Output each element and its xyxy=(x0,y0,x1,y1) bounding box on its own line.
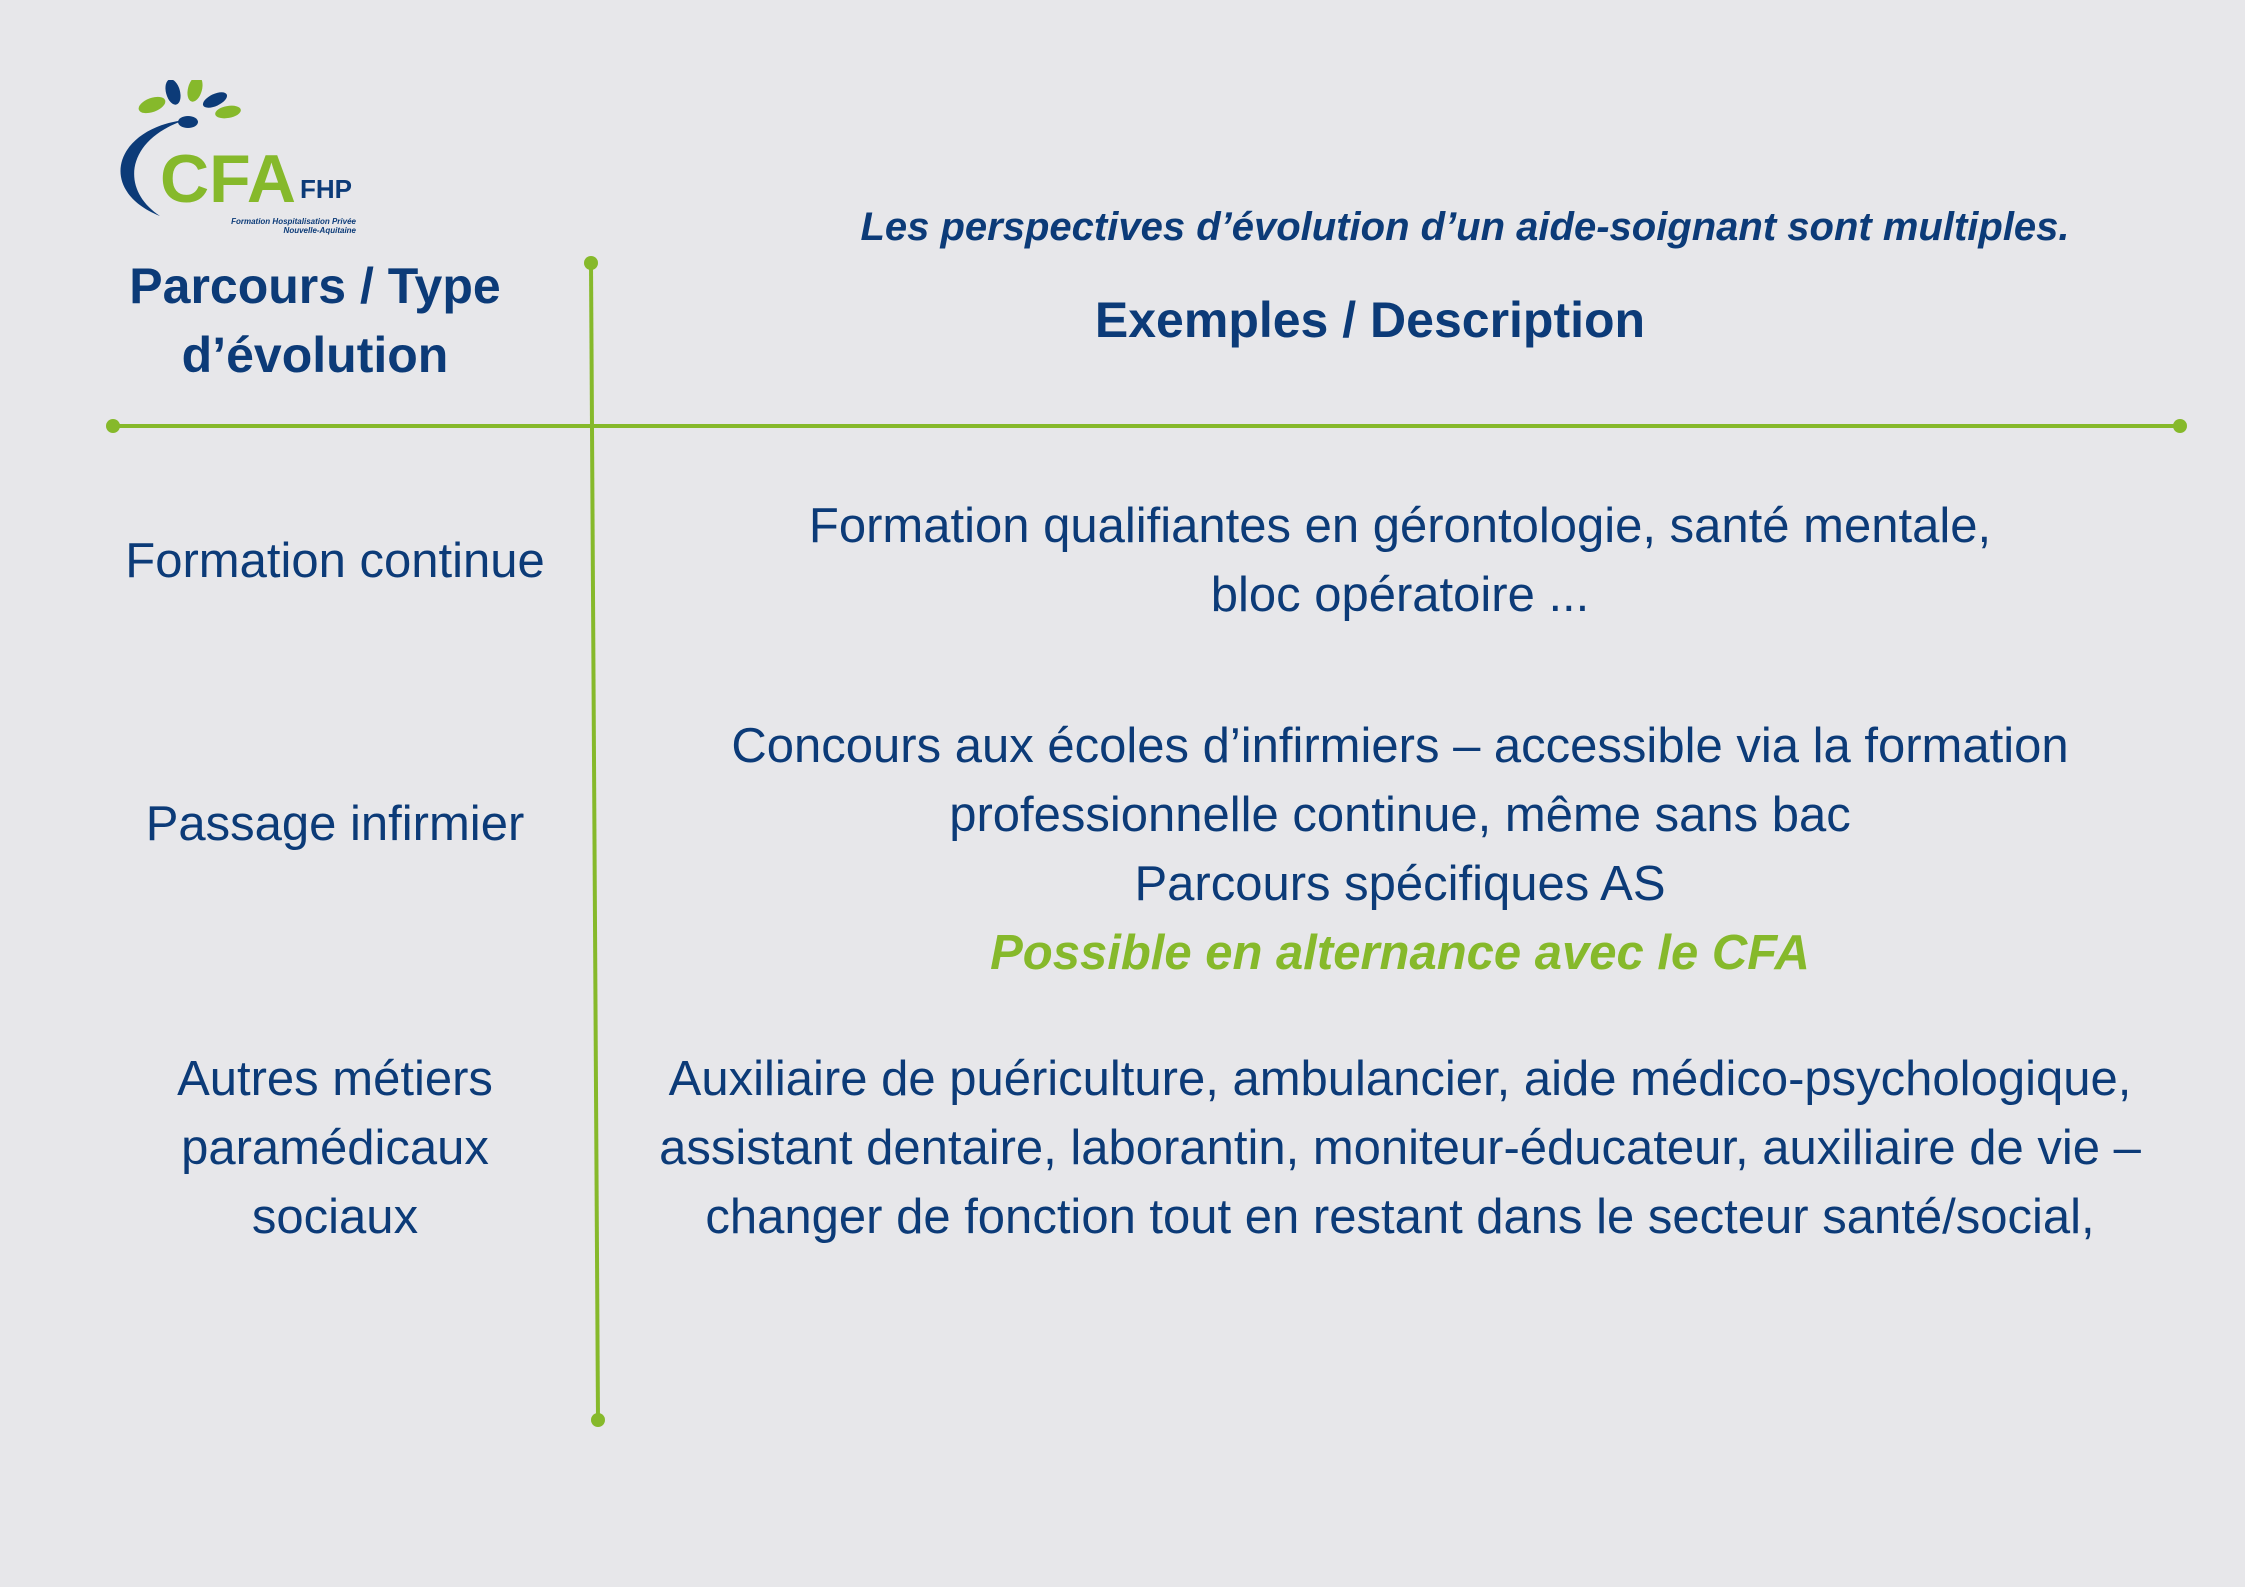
row-3-description xyxy=(600,1045,2200,1252)
divider-dot-bottom xyxy=(591,1413,605,1427)
row-2-description xyxy=(600,712,2200,988)
column-header-type-line-1: Parcours / Type xyxy=(129,258,501,314)
row-2-type: Passage infirmier xyxy=(145,797,525,851)
column-header-description: Exemples / Description xyxy=(1094,292,1646,348)
svg-text:FHP: FHP xyxy=(300,174,352,204)
row-2-highlight: Possible en alternance avec le CFA xyxy=(990,926,1810,980)
column-header-type-line-2: d’évolution xyxy=(181,327,449,383)
row-1-description xyxy=(600,492,2200,630)
row-3-type-line: sociaux xyxy=(251,1190,419,1244)
row-3-description-line: changer de fonction tout en restant dans le secteur santé/social, xyxy=(705,1190,2095,1244)
row-1-description-line: bloc opératoire ... xyxy=(1210,568,1590,622)
vertical-divider xyxy=(591,263,598,1420)
row-2-description-line: Parcours spécifiques AS xyxy=(1134,857,1666,911)
svg-text:CFA: CFA xyxy=(160,141,296,217)
row-3-type xyxy=(95,1045,575,1252)
column-header-type xyxy=(90,252,540,390)
divider-dot-left xyxy=(106,419,120,433)
row-2-description-line: Concours aux écoles d’infirmiers – accessible via la formation xyxy=(731,719,2069,773)
row-1-type: Formation continue xyxy=(125,534,545,588)
cfa-fhp-logo xyxy=(100,80,370,240)
row-3-description-line: assistant dentaire, laborantin, moniteur-éducateur, auxiliaire de vie – xyxy=(659,1121,2141,1175)
svg-text:Formation Hospitalisation Priv: Formation Hospitalisation Privée xyxy=(231,217,356,226)
divider-dot-top xyxy=(584,256,598,270)
row-3-type-line: paramédicaux xyxy=(181,1121,489,1175)
row-1-description-line: Formation qualifiantes en gérontologie, santé mentale, xyxy=(808,499,1992,553)
row-3-description-line: Auxiliaire de puériculture, ambulancier, aide médico-psychologique, xyxy=(668,1052,2132,1106)
svg-text:Nouvelle-Aquitaine: Nouvelle-Aquitaine xyxy=(283,226,356,235)
row-3-type-line: Autres métiers xyxy=(177,1052,493,1106)
row-2-description-line: professionnelle continue, même sans bac xyxy=(949,788,1851,842)
logo-graphic xyxy=(100,80,370,240)
tagline: Les perspectives d’évolution d’un aide-soignant sont multiples. xyxy=(860,205,2070,249)
divider-dot-right xyxy=(2173,419,2187,433)
